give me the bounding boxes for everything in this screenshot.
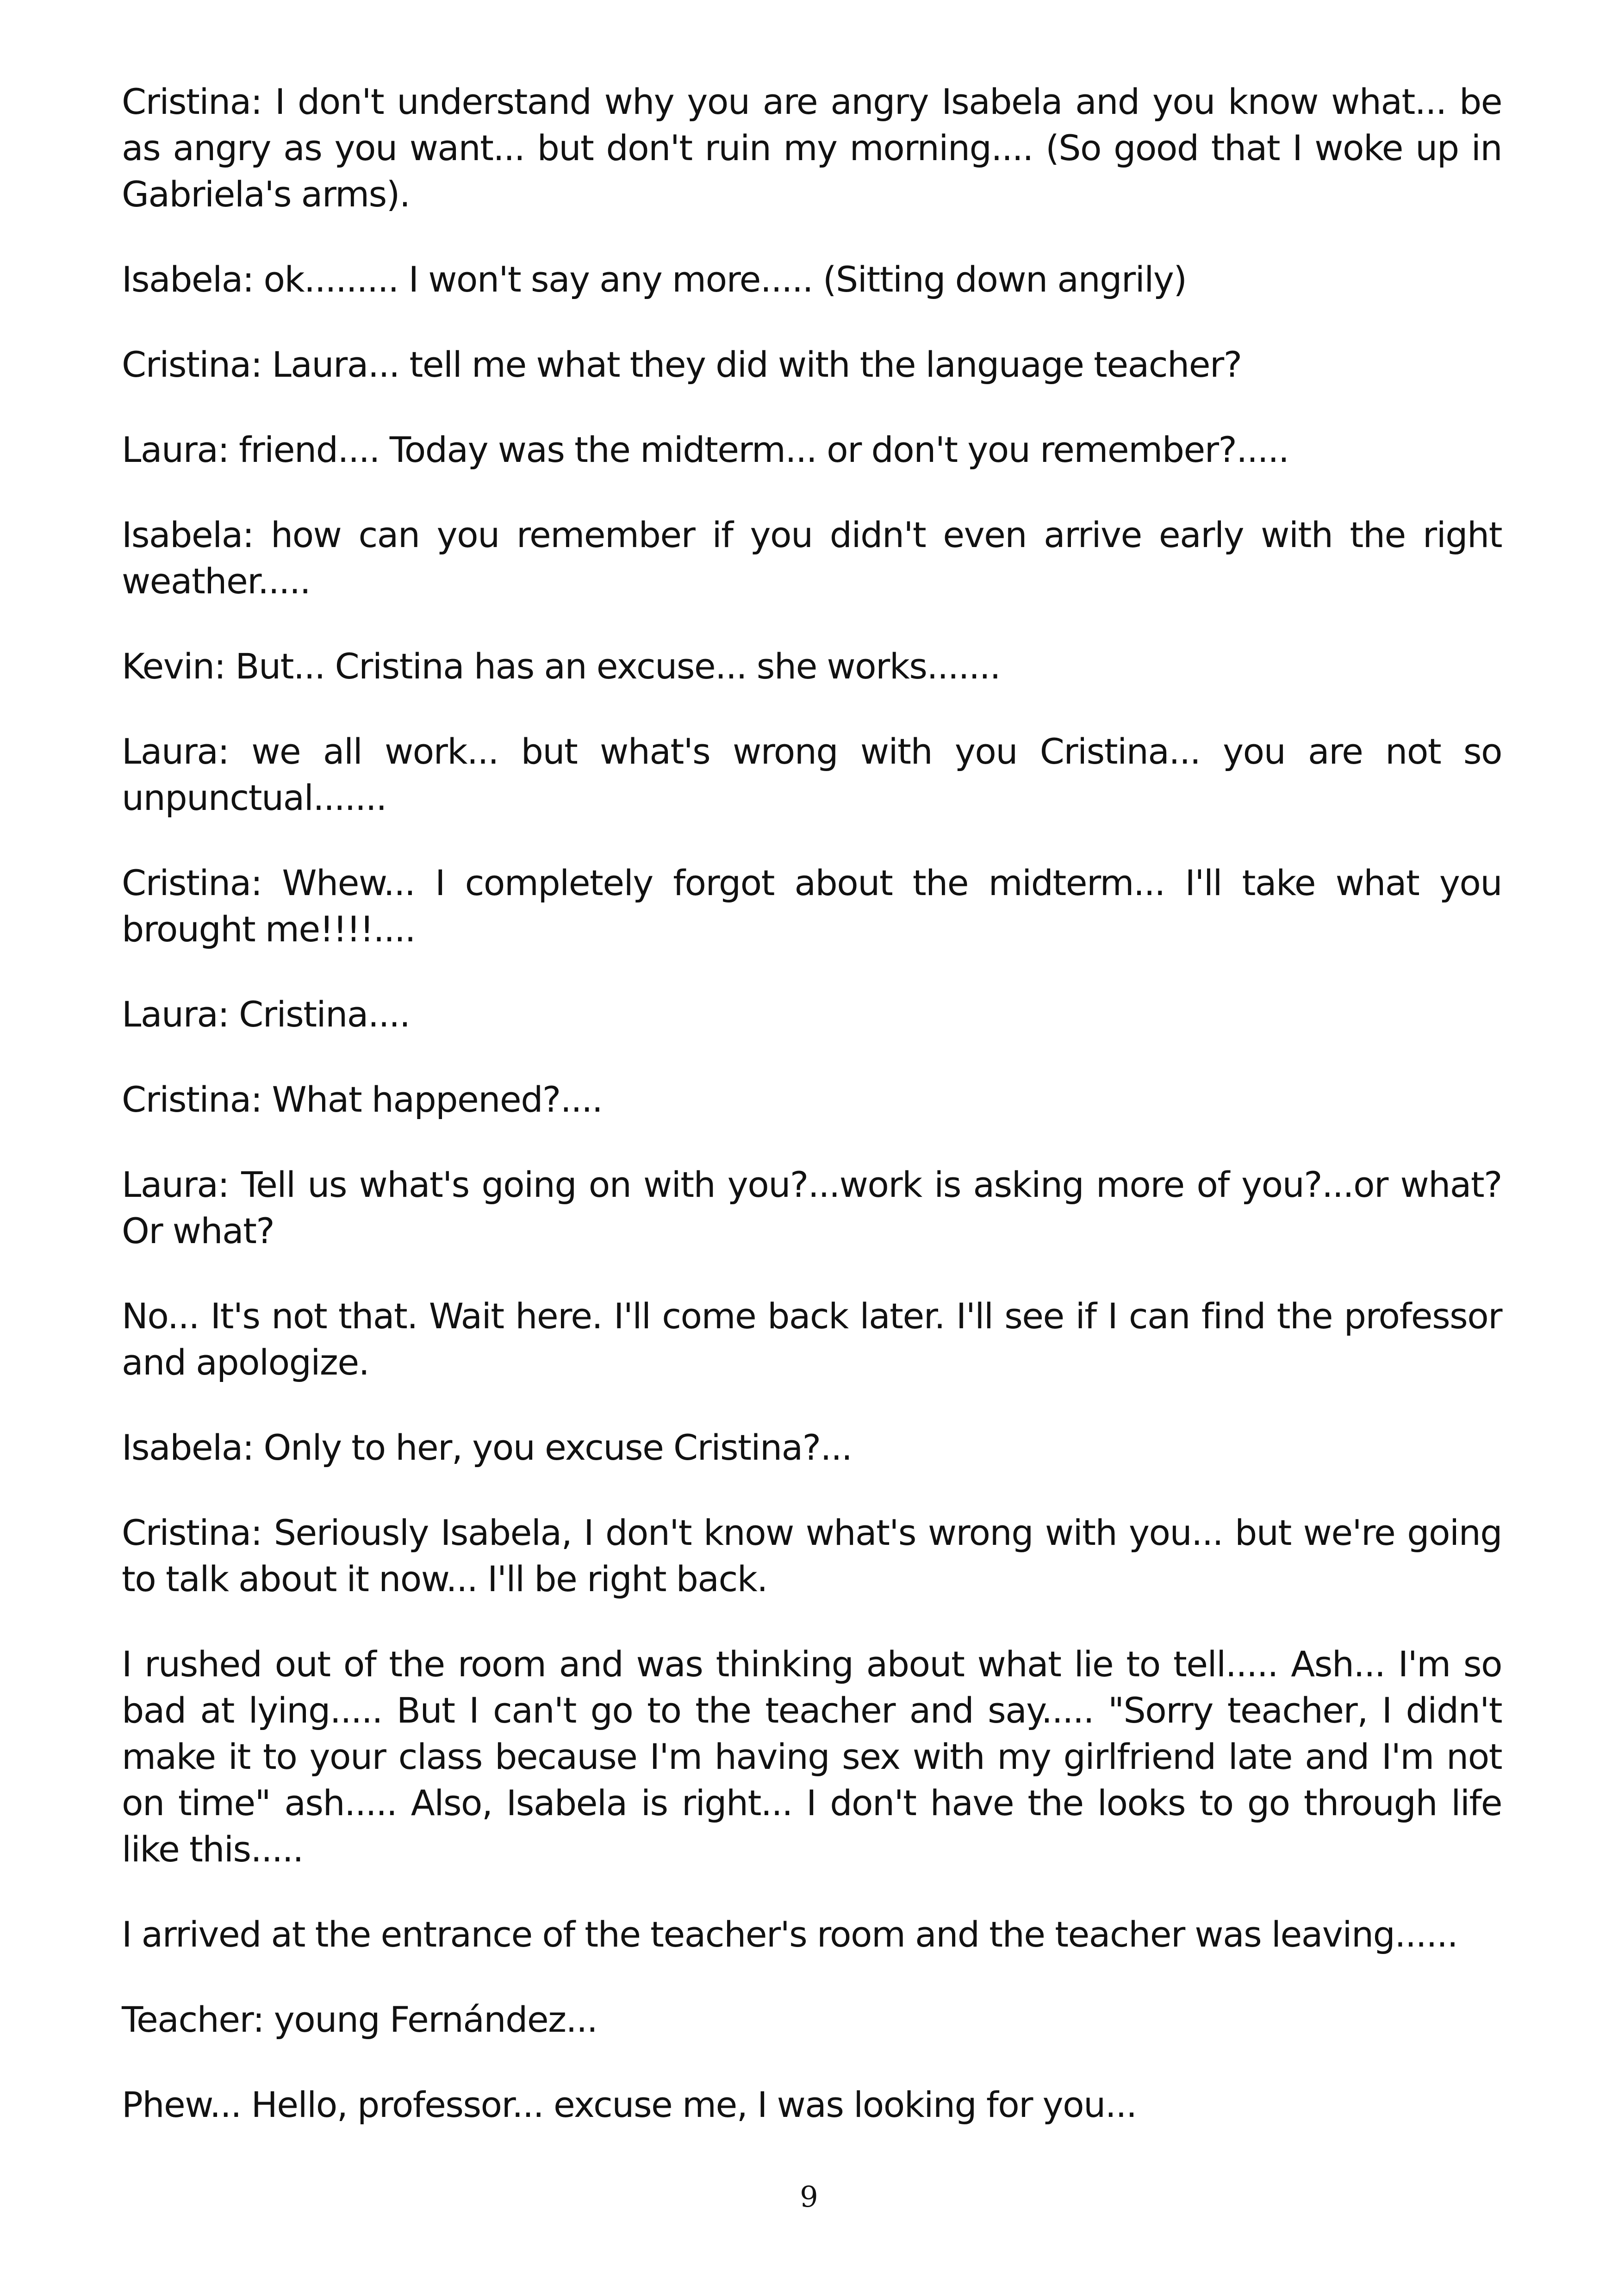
paragraph: Laura: Tell us what's going on with you?...work is asking more of you?...or what? Or what? [122,1164,1502,1251]
paragraph: Isabela: Only to her, you excuse Cristina?... [122,1427,852,1468]
paragraph: Teacher: young Fernández... [122,1999,597,2040]
page-body [122,79,1502,2167]
paragraph: Laura: friend.... Today was the midterm... or don't you remember?..... [122,429,1289,470]
paragraph: Cristina: I don't understand why you are angry Isabela and you know what... be as angry as you want... but don't ruin my morning.... (So good that I woke up in Gabriela's arms). [122,81,1502,215]
paragraph: Phew... Hello, professor... excuse me, I was looking for you... [122,2084,1137,2125]
paragraph: Kevin: But... Cristina has an excuse... she works....... [122,646,1001,687]
paragraph: I rushed out of the room and was thinking about what lie to tell..... Ash... I'm so bad at lying..... But I can't go to the teacher and say..... "Sorry teacher, I didn't make it to your class because I'm having sex with my girlfriend late and I'm not on time" ash..... Also, Isabela is right... I don't have the looks to go through life like this..... [122,1643,1502,1870]
paragraph: Isabela: ok......... I won't say any more..... (Sitting down angrily) [122,259,1187,300]
page-number: 9 [800,2180,818,2214]
paragraph: Cristina: What happened?.... [122,1079,603,1120]
paragraph: Laura: we all work... but what's wrong with you Cristina... you are not so unpunctual....... [122,731,1502,818]
paragraph: Laura: Cristina.... [122,994,410,1035]
paragraph: Cristina: Seriously Isabela, I don't know what's wrong with you... but we're going to talk about it now... I'll be right back. [122,1512,1502,1599]
paragraph: I arrived at the entrance of the teacher's room and the teacher was leaving...... [122,1914,1458,1955]
paragraph: Isabela: how can you remember if you didn't even arrive early with the right weather..... [122,514,1502,602]
paragraph: No... It's not that. Wait here. I'll come back later. I'll see if I can find the professor and apologize. [122,1295,1502,1383]
paragraph: Cristina: Laura... tell me what they did with the language teacher? [122,344,1242,385]
paragraph: Cristina: Whew... I completely forgot about the midterm... I'll take what you brought me!!!!.... [122,862,1502,950]
